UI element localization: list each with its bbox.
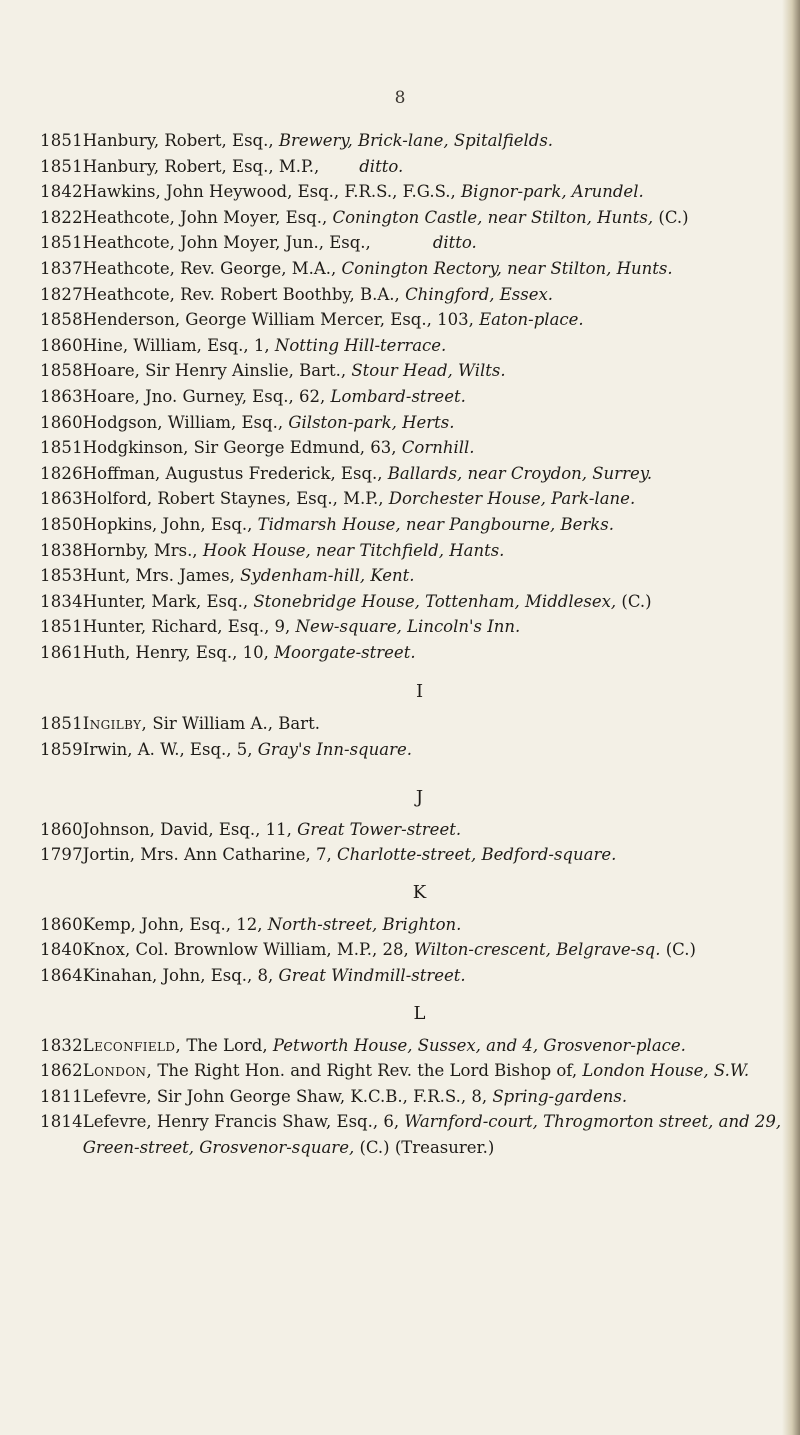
entry-name: Hodgson, William, Esq., [82, 412, 284, 432]
entry-year: 1863 [40, 489, 83, 509]
section-letter-l: L [413, 1002, 427, 1024]
entry-year: 1860 [40, 819, 83, 839]
entry-name: Heathcote, Rev. George, M.A., [82, 258, 337, 278]
entry-address: New-square, Lincoln's Inn. [295, 617, 521, 637]
entry-name: Irwin, A. W., Esq., 5, [82, 740, 253, 760]
list-item [40, 1084, 800, 1110]
section-letter-k: K [412, 881, 428, 903]
entry-year: 1811 [40, 1086, 83, 1106]
list-item [40, 1033, 800, 1059]
list-item [40, 384, 800, 410]
entry-name: The Right Hon. and Right Rev. the Lord Bishop of, [157, 1061, 578, 1081]
entry-address: North-street, Brighton. [267, 914, 462, 934]
entry-name: Hunter, Richard, Esq., 9, [82, 617, 291, 637]
entry-surname: London, [82, 1061, 153, 1081]
list-item [40, 711, 800, 737]
entry-suffix: (C.) (Treasurer.) [359, 1138, 495, 1157]
entry-address: Chingford, Essex. [405, 284, 554, 304]
entry-year: 1827 [40, 284, 83, 304]
entry-year: 1860 [40, 412, 83, 432]
entry-name: Hanbury, Robert, Esq., M.P., [82, 156, 320, 176]
list-item [40, 563, 800, 589]
list-item [40, 179, 800, 205]
entry-name: Hoffman, Augustus Frederick, Esq., [82, 463, 383, 483]
list-item [40, 333, 800, 359]
entry-name: Hunt, Mrs. James, [82, 566, 235, 586]
list-item [40, 640, 800, 666]
entry-suffix: (C.) [665, 940, 696, 960]
entry-surname: Ingilby, [82, 714, 148, 734]
entry-year: 1840 [40, 940, 83, 960]
list-item [40, 538, 800, 564]
list-item [40, 358, 800, 384]
entry-address: Cornhill. [401, 438, 475, 458]
list-item [40, 1109, 800, 1160]
section-l [40, 1001, 800, 1161]
entry-name: Huth, Henry, Esq., 10, [82, 642, 269, 662]
list-item [40, 937, 800, 963]
entry-year: 1863 [40, 386, 83, 406]
entry-address: Hook House, near Titchfield, Hants. [202, 540, 505, 560]
list-item [40, 842, 800, 868]
entry-address: Bignor-park, Arundel. [461, 182, 644, 202]
entry-name: Heathcote, Rev. Robert Boothby, B.A., [82, 284, 400, 304]
entry-year: 1797 [40, 845, 83, 865]
entry-name: Johnson, David, Esq., 11, [82, 819, 292, 839]
entry-name: Lefevre, Henry Francis Shaw, Esq., 6, [82, 1112, 400, 1132]
entry-year: 1842 [40, 182, 83, 202]
section-h [40, 128, 800, 665]
entry-year: 1864 [40, 966, 83, 986]
section-letter-i: I [415, 681, 425, 703]
entry-name: Kemp, John, Esq., 12, [82, 914, 263, 934]
entry-name: Knox, Col. Brownlow William, M.P., 28, [82, 940, 409, 960]
list-item [40, 307, 800, 333]
entry-name: Hanbury, Robert, Esq., [82, 131, 274, 150]
entry-address: Petworth House, Sussex, and 4, Grosvenor-place. [272, 1035, 686, 1055]
section-j [40, 785, 800, 868]
entry-address: Great Tower-street. [297, 819, 462, 839]
entry-name: Hawkins, John Heywood, Esq., F.R.S., F.G.S., [82, 182, 456, 202]
entry-year: 1838 [40, 540, 83, 560]
entry-name: Hoare, Sir Henry Ainslie, Bart., [82, 361, 347, 381]
entry-name: Hunter, Mark, Esq., [82, 591, 249, 611]
entry-year: 1860 [40, 335, 83, 355]
entry-address: Ballards, near Croydon, Surrey. [387, 463, 653, 483]
entry-year: 1850 [40, 514, 83, 534]
entry-address: Spring-gardens. [492, 1086, 628, 1106]
entry-address: Gilston-park, Herts. [288, 412, 455, 432]
list-item [40, 205, 800, 231]
list-item [40, 461, 800, 487]
entry-year: 1814 [40, 1112, 83, 1132]
entry-year: 1832 [40, 1035, 83, 1055]
entry-name: Heathcote, John Moyer, Esq., [82, 207, 328, 227]
entry-address: Moorgate-street. [274, 642, 416, 662]
entry-address: Brewery, Brick-lane, Spitalfields. [278, 131, 554, 150]
entry-year: 1851 [40, 438, 83, 458]
section-letter-j: J [415, 786, 425, 808]
entry-address: Conington Rectory, near Stilton, Hunts. [341, 258, 673, 278]
section-i [40, 679, 800, 762]
entry-address: London House, S.W. [582, 1061, 750, 1081]
list-item [40, 256, 800, 282]
entry-surname: Leconfield, [82, 1035, 182, 1055]
entry-suffix: (C.) [658, 207, 689, 227]
list-item [40, 486, 800, 512]
entry-year: 1834 [40, 591, 83, 611]
entry-address: Warnford-court, Throgmorton street, and 29, Green-street, Grosvenor-square, [82, 1112, 782, 1157]
list-item [40, 435, 800, 461]
entry-address: Dorchester House, Park-lane. [388, 489, 636, 509]
entry-address: Stonebridge House, Tottenham, Middlesex, [253, 591, 617, 611]
list-item [40, 230, 800, 256]
entry-address: Eaton-place. [479, 310, 584, 330]
section-k [40, 880, 800, 989]
entry-address: Wilton-crescent, Belgrave-sq. [413, 940, 661, 960]
list-item [40, 410, 800, 436]
entry-name: Jortin, Mrs. Ann Catharine, 7, [82, 845, 332, 865]
entry-address: ditto. [359, 156, 404, 176]
entry-year: 1860 [40, 914, 83, 934]
entry-name: Sir William A., Bart. [152, 714, 320, 734]
entry-year: 1851 [40, 617, 83, 637]
entry-address: ditto. [432, 233, 477, 253]
subscriber-register [40, 128, 800, 1161]
entry-address: Great Windmill-street. [278, 966, 466, 986]
entry-year: 1837 [40, 258, 83, 278]
list-item [40, 128, 800, 154]
entry-year: 1853 [40, 566, 83, 586]
entry-address: Conington Castle, near Stilton, Hunts, [332, 207, 654, 227]
entry-suffix: (C.) [621, 591, 652, 611]
entry-name: Hine, William, Esq., 1, [82, 335, 270, 355]
list-item [40, 817, 800, 843]
list-item [40, 737, 800, 763]
entry-name: The Lord, [186, 1035, 268, 1055]
list-item [40, 154, 800, 180]
entry-name: Hodgkinson, Sir George Edmund, 63, [82, 438, 397, 458]
entry-year: 1851 [40, 233, 83, 253]
entry-address: Gray's Inn-square. [257, 740, 412, 760]
entry-year: 1861 [40, 642, 83, 662]
entry-name: Holford, Robert Staynes, Esq., M.P., [82, 489, 384, 509]
entry-year: 1851 [40, 131, 83, 150]
entry-address: Charlotte-street, Bedford-square. [337, 845, 617, 865]
entry-name: Hornby, Mrs., [82, 540, 198, 560]
list-item [40, 589, 800, 615]
entry-name: Lefevre, Sir John George Shaw, K.C.B., F.R.S., 8, [82, 1086, 488, 1106]
entry-name: Hopkins, John, Esq., [82, 514, 253, 534]
entry-year: 1859 [40, 740, 83, 760]
page-number: 8 [394, 88, 406, 108]
list-item [40, 282, 800, 308]
entry-year: 1826 [40, 463, 83, 483]
entry-year: 1822 [40, 207, 83, 227]
entry-address: Notting Hill-terrace. [274, 335, 447, 355]
entry-year: 1858 [40, 361, 83, 381]
entry-year: 1862 [40, 1061, 83, 1081]
entry-address: Stour Head, Wilts. [351, 361, 506, 381]
entry-year: 1858 [40, 310, 83, 330]
entry-year: 1851 [40, 714, 83, 734]
entry-name: Henderson, George William Mercer, Esq., 103, [82, 310, 474, 330]
list-item [40, 1058, 800, 1084]
entry-address: Sydenham-hill, Kent. [240, 566, 415, 586]
entry-name: Heathcote, John Moyer, Jun., Esq., [82, 233, 371, 253]
entry-address: Tidmarsh House, near Pangbourne, Berks. [257, 514, 615, 534]
entry-year: 1851 [40, 156, 83, 176]
list-item [40, 963, 800, 989]
list-item [40, 614, 800, 640]
list-item [40, 912, 800, 938]
list-item [40, 512, 800, 538]
entry-name: Kinahan, John, Esq., 8, [82, 966, 274, 986]
entry-address: Lombard-street. [330, 386, 466, 406]
entry-name: Hoare, Jno. Gurney, Esq., 62, [82, 386, 326, 406]
